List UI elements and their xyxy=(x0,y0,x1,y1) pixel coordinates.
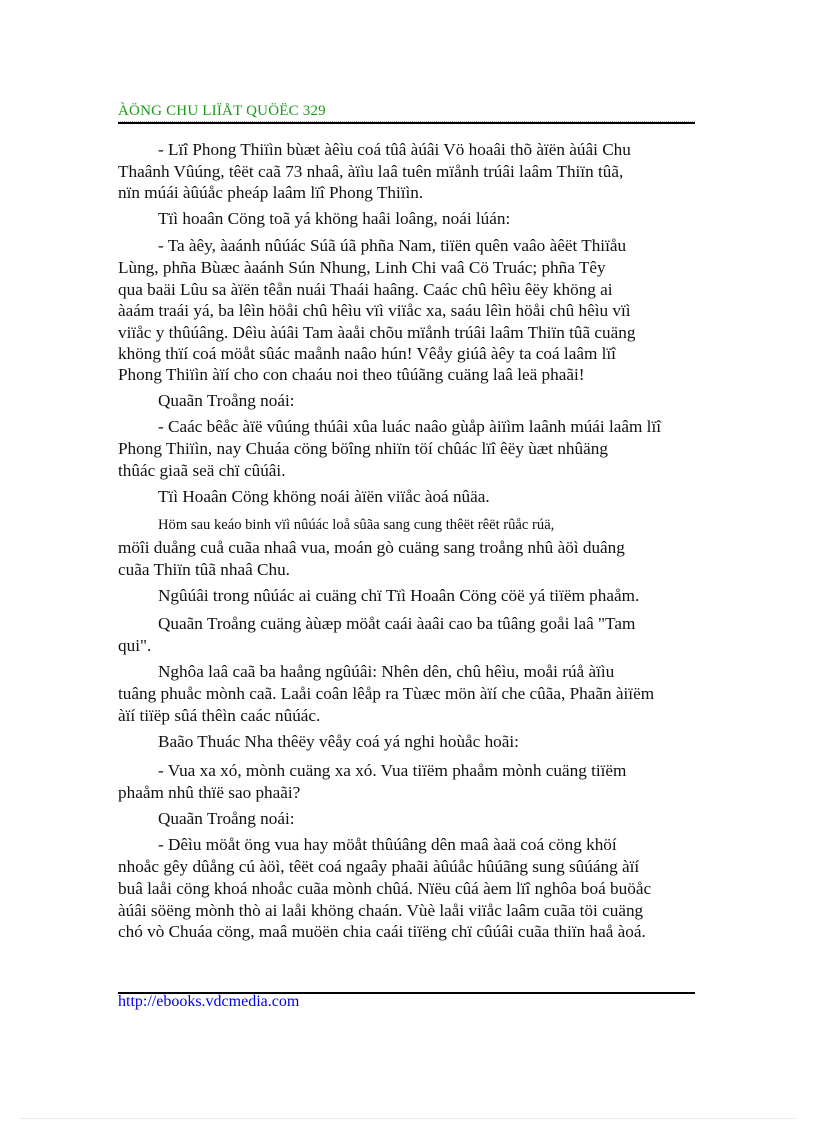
paragraph-line: tuâng phuåc mònh caã. Laåi coân lêåp ra Tùæc mön àïí che cûãa, Phaãn àiïëm xyxy=(118,684,655,703)
paragraph-line: Lùng, phña Bùæc àaánh Sún Nhung, Linh Chi vaâ Cö Truác; phña Têy xyxy=(118,258,606,277)
paragraph-line: qui". xyxy=(118,636,152,655)
paragraph-line: nhoåc gêy dûång cú àöì, têët coá ngaây phaãi àûúåc hûúãng sung sûúáng àïí xyxy=(118,857,640,876)
header-dotted-line xyxy=(118,121,695,122)
paragraph-line: qua baäi Lûu sa àïën têån nuái Thaái haâng. Caác chû hêìu êëy khöng ai xyxy=(118,280,613,299)
paragraph-line: Phong Thiïìn àïí cho con chaáu noi theo tûúãng cuäng laâ leä phaãi! xyxy=(118,365,585,384)
paragraph-line: - Caác bêåc àïë vûúng thúâi xûa luác naâo gùåp àiïìm laânh múái laâm lïî xyxy=(158,417,662,436)
paragraph-line: Quaãn Troång noái: xyxy=(158,391,295,410)
paragraph-line: Quaãn Troång noái: xyxy=(158,809,295,828)
paragraph-line: Nghôa laâ caã ba haång ngûúâi: Nhên dên, chû hêìu, moåi rúå àïìu xyxy=(158,662,615,681)
paragraph-line: khöng thïí coá möåt sûác maånh naâo hún! Vêåy giúâ àêy ta coá laâm lïî xyxy=(118,344,616,363)
paragraph-line: chó vò Chuáa cöng, maâ muöën chia caái tiïëng chï cûúâi cuãa thiïn haå àoá. xyxy=(118,922,646,941)
header-rule xyxy=(118,122,695,124)
paragraph-line: àaám traái yá, ba lêìn höåi chû hêìu vïì viïåc xa, saáu lêìn höåi chû hêìu vïì xyxy=(118,301,631,320)
paragraph-line: thûác giaã seä chï cûúâi. xyxy=(118,461,286,480)
paragraph-line: viïåc y thûúâng. Dêìu àúâi Tam àaåi chõu mïånh trúâi laâm Thiïn tûã cuäng xyxy=(118,323,636,342)
paragraph-line: Ngûúâi trong nûúác ai cuäng chï Tïì Hoaân Cöng cöë yá tiïëm phaåm. xyxy=(158,586,640,605)
paragraph-line: möîi duång cuå cuãa nhaâ vua, moán gò cuäng sang troång nhû àöì duâng xyxy=(118,538,625,557)
paragraph-line: àïí tiïëp sûá thêìn caác nûúác. xyxy=(118,706,321,725)
paragraph-line: - Vua xa xó, mònh cuäng xa xó. Vua tiïëm phaåm mònh cuäng tiïëm xyxy=(158,761,627,780)
footer-link[interactable]: http://ebooks.vdcmedia.com xyxy=(118,993,300,1010)
page-edge xyxy=(20,1118,796,1119)
running-header: ÀÖNG CHU LIÏÅT QUÖËC 329 xyxy=(118,103,326,119)
paragraph-line: buâ laåi cöng khoá nhoåc cuãa mònh chûá. Nïëu cûá àem lïî nghôa boá buöåc xyxy=(118,879,652,898)
paragraph-line: àúâi söëng mònh thò ai laåi khöng chaán. Vùè laåi viïåc laâm cuãa töi cuäng xyxy=(118,901,644,920)
paragraph-line: Phong Thiïìn, nay Chuáa cöng böîng nhiïn töí chûác lïî êëy ùæt nhûäng xyxy=(118,439,608,458)
paragraph-line: - Lïî Phong Thiïìn bùæt àêìu coá tûâ àúâi Vö hoaâi thõ àïën àúâi Chu xyxy=(158,140,631,159)
paragraph-line: Quaãn Troång cuäng àùæp möåt caái àaâi cao ba tûâng goåi laâ "Tam xyxy=(158,614,636,633)
paragraph-line: Tïì Hoaân Cöng khöng noái àïën viïåc àoá nûäa. xyxy=(158,487,490,506)
paragraph-line: Höm sau keáo binh vïì nûúác loå sûãa sang cung thêët rêët rûåc rúä, xyxy=(158,517,555,533)
paragraph-line: - Dêìu möåt öng vua hay möåt thûúâng dên maâ àaä coá cöng khöí xyxy=(158,835,617,854)
paragraph-line: Baão Thuác Nha thêëy vêåy coá yá nghi hoùåc hoãi: xyxy=(158,732,519,751)
paragraph-line: Tïì hoaân Cöng toã yá khöng haâi loâng, noái lúán: xyxy=(158,209,511,228)
paragraph-line: Thaânh Vûúng, têët caã 73 nhaâ, àïìu laâ tuên mïånh trúâi laâm Thiïn tûã, xyxy=(118,162,624,181)
paragraph-line: phaåm nhû thïë sao phaãi? xyxy=(118,783,301,802)
paragraph-line: cuãa Thiïn tûã nhaâ Chu. xyxy=(118,560,290,579)
paragraph-line: nïn múái àûúåc pheáp laâm lïî Phong Thiïìn. xyxy=(118,183,424,202)
paragraph-line: - Ta àêy, àaánh nûúác Súã úã phña Nam, tiïën quên vaâo àêët Thiïåu xyxy=(158,236,627,255)
